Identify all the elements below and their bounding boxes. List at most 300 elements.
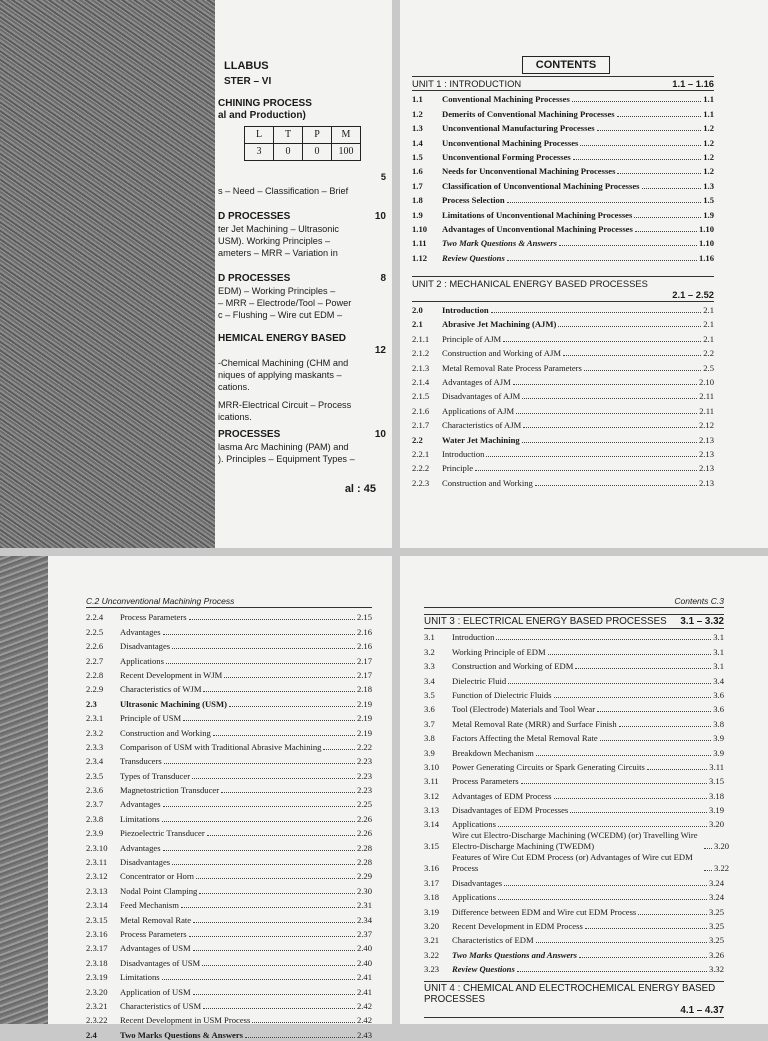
toc-entry	[424, 658, 724, 672]
toc-entry-title: Wire cut Electro-Discharge Machining (WCEDM) (or) Travelling Wire Electro-Discharge Machining (TWEDM)	[452, 830, 698, 852]
leader-dots	[192, 778, 355, 779]
unit3-label: UNIT 3 : ELECTRICAL ENERGY BASED PROCESSES	[424, 616, 667, 627]
toc-entry	[86, 911, 372, 925]
unit4-line: MRR-Electrical Circuit – Process	[218, 400, 352, 410]
toc-entry	[412, 192, 714, 206]
toc-entry-title: Comparison of USM with Traditional Abrasive Machining	[120, 741, 322, 752]
toc-entry	[86, 739, 372, 753]
toc-entry	[424, 643, 724, 657]
toc-entry-title: Factors Affecting the Metal Removal Rate	[452, 733, 598, 744]
unit4-line: cations.	[218, 382, 250, 392]
unit4-title: HEMICAL ENERGY BASED	[218, 333, 346, 344]
leader-dots	[635, 231, 697, 232]
running-head: Contents C.3	[424, 596, 724, 608]
toc-entry	[412, 402, 714, 416]
syllabus-title: LLABUS	[224, 60, 269, 72]
toc-entry-title: Review Questions	[442, 252, 505, 263]
leader-dots	[221, 792, 355, 793]
toc-entry	[86, 897, 372, 911]
toc-entry	[86, 638, 372, 652]
toc-entry-title: Disadvantages	[120, 857, 171, 868]
leader-dots	[507, 202, 702, 203]
toc-entry-page: 2.40	[356, 943, 372, 954]
toc-entry-number: 2.3.4	[86, 756, 104, 767]
toc-entry	[86, 926, 372, 940]
toc-entry-page: 3.22	[714, 863, 730, 874]
toc-entry-number: 2.3.6	[86, 785, 104, 796]
toc-entry-number: 2.3.22	[86, 1015, 108, 1026]
toc-entry	[424, 961, 724, 975]
contents-page	[400, 0, 768, 548]
ltpm-table	[244, 126, 361, 161]
unit3-line: EDM) – Working Principles –	[218, 286, 336, 296]
leader-dots	[516, 413, 697, 414]
toc-entry-number: 2.2.5	[86, 626, 104, 637]
toc-entry-page: 1.2	[703, 137, 714, 148]
unit2-line: ter Jet Machining – Ultrasonic	[218, 224, 340, 234]
toc-entry-number: 1.1	[412, 94, 423, 105]
toc-entry-number: 2.3	[86, 698, 97, 709]
toc-entry-title: Features of Wire Cut EDM Process (or) Advantages of Wire cut EDM Process	[452, 852, 693, 874]
leader-dots	[183, 720, 355, 721]
toc-entry-number: 2.3.18	[86, 957, 108, 968]
leader-dots	[172, 648, 355, 649]
leader-dots	[163, 634, 355, 635]
leader-dots	[573, 159, 702, 160]
toc-entry-number: 2.3.8	[86, 813, 104, 824]
unit1-range: 1.1 – 1.16	[672, 78, 714, 89]
toc-entry	[424, 715, 724, 729]
unit4-header	[424, 981, 724, 1018]
toc-entry-page: 3.25	[708, 921, 724, 932]
leader-dots	[536, 755, 711, 756]
leader-dots	[575, 668, 711, 669]
toc-entry-number: 2.0	[412, 305, 423, 316]
toc-entry-page: 2.42	[356, 1015, 372, 1026]
toc-entry-number: 2.3.3	[86, 741, 104, 752]
toc-entry-title: Characteristics of WJM	[120, 684, 202, 695]
toc-entry	[412, 388, 714, 402]
unit2-hours: 10	[374, 211, 386, 222]
leader-dots	[498, 826, 707, 827]
leader-dots	[164, 763, 355, 764]
toc-entry	[86, 623, 372, 637]
toc-entry-page: 3.6	[713, 704, 724, 715]
toc-entry	[86, 681, 372, 695]
leader-dots	[554, 697, 712, 698]
toc-entry-title: Advantages	[120, 626, 161, 637]
toc-entry-page: 3.25	[708, 935, 724, 946]
toc-entry-page: 3.1	[713, 632, 724, 643]
toc-entry-number: 3.21	[424, 935, 440, 946]
toc-entry-page: 2.26	[356, 813, 372, 824]
ltpm-head-cell: L	[245, 127, 274, 144]
toc-entry	[412, 359, 714, 373]
leader-dots	[229, 706, 355, 707]
toc-entry-page: 2.5	[703, 362, 714, 373]
unit3-title: D PROCESSES	[218, 273, 291, 284]
toc-entry-number: 1.6	[412, 166, 423, 177]
toc-entry-page: 3.8	[713, 718, 724, 729]
toc-entry-title: Characteristics of EDM	[452, 935, 534, 946]
toc-entry-title: Function of Dielectric Fluids	[452, 689, 552, 700]
toc-entry-title: Power Generating Circuits or Spark Generating Circuits	[452, 761, 645, 772]
leader-dots	[535, 485, 697, 486]
toc-entry-page: 3.1	[713, 661, 724, 672]
leader-dots	[503, 341, 701, 342]
toc-entry-title: Principle	[442, 463, 474, 474]
toc-entry-title: Advantages	[120, 842, 161, 853]
leader-dots	[189, 936, 355, 937]
toc-entry-title: Metal Removal Rate (MRR) and Surface Finish	[452, 718, 617, 729]
ltpm-head-cell: T	[274, 127, 303, 144]
toc-entry-page: 3.9	[713, 747, 724, 758]
toc-entry	[412, 134, 714, 148]
toc-entry-page: 2.1	[703, 333, 714, 344]
toc-entry-number: 2.1	[412, 319, 423, 330]
toc-entry-number: 2.3.15	[86, 914, 108, 925]
ltpm-value-cell: 0	[274, 144, 303, 161]
toc-entry	[424, 874, 724, 888]
toc-entry-page: 2.26	[356, 828, 372, 839]
scan-artifact	[0, 0, 215, 548]
toc-entry-title: Metal Removal Rate	[120, 914, 192, 925]
toc-entry-title: Tool (Electrode) Materials and Tool Wear	[452, 704, 596, 715]
toc-entry-page: 2.31	[356, 900, 372, 911]
toc-entry-page: 3.20	[708, 819, 724, 830]
toc-entry-title: Demerits of Conventional Machining Processes	[442, 108, 615, 119]
toc-entry-page: 3.18	[708, 790, 724, 801]
unit5-line: lasma Arc Machining (PAM) and	[218, 442, 349, 452]
toc-entry-number: 3.2	[424, 646, 435, 657]
toc-entry-page: 2.13	[698, 448, 714, 459]
toc-entry-title: Applications of AJM	[442, 405, 515, 416]
page-c3-toc	[424, 596, 730, 1018]
toc-entry-number: 2.2.7	[86, 655, 104, 666]
toc-entry-page: 1.2	[703, 123, 714, 134]
contents-page-c2	[0, 556, 392, 1040]
toc-entry-page: 3.11	[709, 761, 724, 772]
toc-entry-number: 3.5	[424, 689, 435, 700]
toc-entry-title: Advantages of AJM	[442, 377, 511, 388]
leader-dots	[162, 979, 355, 980]
toc-entry-page: 1.16	[698, 252, 714, 263]
leader-dots	[517, 971, 707, 972]
leader-dots	[634, 217, 701, 218]
leader-dots	[522, 398, 697, 399]
unit1-toc	[412, 76, 714, 489]
toc-entry-page: 3.1	[713, 646, 724, 657]
toc-entry	[86, 1012, 372, 1026]
toc-entry-number: 2.3.12	[86, 871, 108, 882]
leader-dots	[163, 806, 355, 807]
leader-dots	[498, 899, 707, 900]
toc-entry-title: Magnetostriction Transducer	[120, 785, 220, 796]
toc-entry-title: Unconventional Forming Processes	[442, 151, 571, 162]
toc-entry-title: Types of Transducer	[120, 770, 191, 781]
running-head: C.2 Unconventional Machining Process	[86, 596, 372, 608]
toc-entry-page: 2.16	[356, 641, 372, 652]
leader-dots	[508, 683, 711, 684]
toc-entry-number: 3.23	[424, 964, 440, 975]
leader-dots	[523, 427, 697, 428]
toc-entry-page: 1.1	[703, 108, 714, 119]
toc-entry	[412, 330, 714, 344]
toc-entry	[424, 816, 724, 830]
toc-entry-title: Construction and Working	[442, 477, 533, 488]
toc-entry-page: 1.1	[703, 94, 714, 105]
unit4-line: niques of applying maskants –	[218, 370, 342, 380]
toc-entry	[424, 852, 730, 874]
toc-entry	[412, 163, 714, 177]
toc-entry-page: 2.30	[356, 885, 372, 896]
toc-entry-title: Recent Development in WJM	[120, 669, 223, 680]
toc-entry-number: 2.3.16	[86, 928, 108, 939]
page-c3-entries	[424, 629, 730, 975]
leader-dots	[580, 145, 701, 146]
leader-dots	[224, 677, 355, 678]
leader-dots	[203, 1008, 355, 1009]
contents-title: CONTENTS	[522, 56, 610, 74]
toc-entry-title: Advantages of Unconventional Machining Processes	[442, 223, 633, 234]
toc-entry	[412, 105, 714, 119]
leader-dots	[704, 870, 712, 871]
leader-dots	[252, 1022, 355, 1023]
leader-dots	[597, 711, 711, 712]
toc-entry	[424, 932, 724, 946]
contents-page-c3	[400, 556, 768, 1024]
toc-entry-title: Construction and Working of EDM	[452, 661, 574, 672]
unit3-header	[424, 614, 724, 629]
unit2-range: 2.1 – 2.52	[672, 288, 714, 300]
toc-entry-page: 1.3	[703, 180, 714, 191]
toc-entry-page: 2.18	[356, 684, 372, 695]
toc-entry	[412, 316, 714, 330]
unit5-hours: 10	[374, 429, 386, 440]
toc-entry-number: 3.22	[424, 949, 440, 960]
toc-entry-number: 2.2.4	[86, 612, 104, 623]
toc-entry-number: 2.3.19	[86, 972, 108, 983]
toc-entry	[424, 773, 724, 787]
toc-entry	[86, 868, 372, 882]
toc-entry-number: 3.20	[424, 921, 440, 932]
toc-entry-title: Breakdown Mechanism	[452, 747, 534, 758]
toc-entry-page: 2.23	[356, 770, 372, 781]
unit3-line: c – Flushing – Wire cut EDM –	[218, 310, 343, 320]
toc-entry-title: Applications	[452, 819, 496, 830]
toc-entry-number: 2.1.4	[412, 377, 430, 388]
leader-dots	[207, 835, 355, 836]
toc-entry-number: 2.2.8	[86, 669, 104, 680]
toc-entry-page: 1.2	[703, 151, 714, 162]
toc-entry-number: 2.2.9	[86, 684, 104, 695]
toc-entry-page: 2.1	[703, 319, 714, 330]
unit1-text: s – Need – Classification – Brief	[218, 186, 349, 196]
toc-entry-title: Process Parameters	[452, 776, 519, 787]
toc-entry	[412, 235, 714, 249]
leader-dots	[323, 749, 354, 750]
toc-entry-page: 2.28	[356, 857, 372, 868]
toc-entry	[86, 724, 372, 738]
toc-entry-page: 2.19	[356, 698, 372, 709]
leader-dots	[619, 726, 712, 727]
toc-entry	[86, 854, 372, 868]
toc-entry-page: 2.43	[356, 1029, 372, 1040]
toc-entry-number: 2.3.13	[86, 885, 108, 896]
toc-entry-page: 3.4	[713, 675, 724, 686]
toc-entry-page: 2.1	[703, 305, 714, 316]
toc-entry	[424, 701, 724, 715]
toc-entry	[86, 652, 372, 666]
toc-entry-page: 3.24	[708, 877, 724, 888]
toc-entry-number: 3.9	[424, 747, 435, 758]
toc-entry	[86, 753, 372, 767]
leader-dots	[642, 188, 702, 189]
page-c2-entries	[86, 609, 372, 1041]
toc-entry-number: 1.10	[412, 223, 428, 234]
toc-entry-title: Advantages of EDM Process	[452, 790, 552, 801]
toc-entry-page: 3.20	[714, 841, 730, 852]
toc-entry-page: 2.17	[356, 669, 372, 680]
toc-entry-number: 2.2.6	[86, 641, 104, 652]
leader-dots	[579, 957, 707, 958]
unit1-label: UNIT 1 : INTRODUCTION	[412, 78, 522, 89]
toc-entry	[424, 787, 724, 801]
toc-entry-title: Concentrator or Horn	[120, 871, 194, 882]
department-label: al and Production)	[218, 110, 306, 121]
toc-entry-page: 2.17	[356, 655, 372, 666]
toc-entry-title: Limitations of Unconventional Machining Processes	[442, 209, 633, 220]
toc-entry-title: Process Selection	[442, 195, 505, 206]
toc-entry-number: 2.3.20	[86, 986, 108, 997]
leader-dots	[584, 370, 701, 371]
leader-dots	[704, 848, 712, 849]
toc-entry-number: 3.15	[424, 841, 440, 852]
toc-entry	[86, 954, 372, 968]
toc-entry-page: 2.37	[356, 928, 372, 939]
toc-entry-title: Nodal Point Clamping	[120, 885, 198, 896]
toc-entry-number: 2.3.9	[86, 828, 104, 839]
unit4-line: ications.	[218, 412, 252, 422]
toc-entry-page: 2.19	[356, 727, 372, 738]
toc-entry	[86, 710, 372, 724]
toc-entry-number: 2.3.10	[86, 842, 108, 853]
toc-entry	[424, 672, 724, 686]
leader-dots	[193, 994, 355, 995]
course-title: CHINING PROCESS	[218, 98, 312, 109]
toc-entry-number: 3.13	[424, 805, 440, 816]
unit1-entries	[412, 91, 714, 264]
toc-entry-page: 2.19	[356, 713, 372, 724]
toc-entry-number: 1.5	[412, 151, 423, 162]
toc-entry	[86, 609, 372, 623]
toc-entry-number: 3.7	[424, 718, 435, 729]
toc-entry-number: 2.3.2	[86, 727, 104, 738]
toc-entry	[424, 903, 724, 917]
unit2-header	[412, 276, 714, 302]
toc-entry-title: Applications	[452, 892, 496, 903]
leader-dots	[600, 740, 712, 741]
toc-entry-page: 2.13	[698, 434, 714, 445]
toc-entry	[412, 446, 714, 460]
unit3-line: – MRR – Electrode/Tool – Power	[218, 298, 352, 308]
toc-entry-number: 2.1.2	[412, 348, 430, 359]
unit1-header	[412, 76, 714, 91]
toc-entry-number: 3.1	[424, 632, 435, 643]
toc-entry-title: Transducers	[120, 756, 162, 767]
toc-entry-number: 3.11	[424, 776, 439, 787]
toc-entry-number: 3.10	[424, 761, 440, 772]
toc-entry-number: 2.3.14	[86, 900, 108, 911]
leader-dots	[585, 928, 707, 929]
toc-entry	[424, 830, 730, 852]
toc-entry-title: Characteristics of USM	[120, 1000, 202, 1011]
leader-dots	[203, 691, 354, 692]
toc-entry-number: 3.17	[424, 877, 440, 888]
toc-entry-title: Introduction	[442, 305, 489, 316]
toc-entry-title: Introduction	[452, 632, 495, 643]
toc-entry-number: 3.12	[424, 790, 440, 801]
syllabus-text	[218, 60, 386, 495]
toc-entry-title: Needs for Unconventional Machining Processes	[442, 166, 616, 177]
toc-entry-page: 3.25	[708, 906, 724, 917]
leader-dots	[638, 914, 707, 915]
toc-entry-title: Unconventional Machining Processes	[442, 137, 579, 148]
leader-dots	[522, 442, 697, 443]
toc-entry	[424, 802, 724, 816]
toc-entry-number: 2.2.2	[412, 463, 430, 474]
toc-entry	[86, 969, 372, 983]
toc-entry-title: Disadvantages of USM	[120, 957, 201, 968]
toc-entry-number: 3.8	[424, 733, 435, 744]
toc-entry-number: 1.7	[412, 180, 423, 191]
toc-entry-page: 3.19	[708, 805, 724, 816]
scan-artifact	[0, 556, 48, 1024]
toc-entry	[412, 431, 714, 445]
toc-entry-page: 2.11	[699, 405, 714, 416]
toc-entry-page: 3.6	[713, 689, 724, 700]
leader-dots	[213, 735, 355, 736]
total-hours: al : 45	[344, 483, 376, 495]
toc-entry-title: Abrasive Jet Machining (AJM)	[442, 319, 557, 330]
toc-entry-number: 1.12	[412, 252, 428, 263]
toc-entry-title: Process Parameters	[120, 612, 187, 623]
toc-entry-number: 2.1.3	[412, 362, 430, 373]
toc-entry-title: Introduction	[442, 448, 485, 459]
leader-dots	[536, 942, 707, 943]
leader-dots	[166, 663, 355, 664]
toc-entry	[424, 629, 724, 643]
toc-entry	[86, 767, 372, 781]
toc-entry-page: 2.42	[356, 1000, 372, 1011]
toc-entry-title: Principle of AJM	[442, 333, 502, 344]
leader-dots	[193, 922, 355, 923]
toc-entry	[412, 120, 714, 134]
toc-entry-page: 2.29	[356, 871, 372, 882]
toc-entry-page: 1.9	[703, 209, 714, 220]
toc-entry-number: 2.4	[86, 1029, 97, 1040]
leader-dots	[162, 821, 355, 822]
toc-entry-number: 1.8	[412, 195, 423, 206]
toc-entry-title: Unconventional Manufacturing Processes	[442, 123, 595, 134]
toc-entry-page: 2.15	[356, 612, 372, 623]
leader-dots	[554, 798, 707, 799]
leader-dots	[199, 893, 355, 894]
leader-dots	[189, 619, 355, 620]
leader-dots	[647, 769, 707, 770]
leader-dots	[617, 116, 702, 117]
toc-entry-number: 1.2	[412, 108, 423, 119]
